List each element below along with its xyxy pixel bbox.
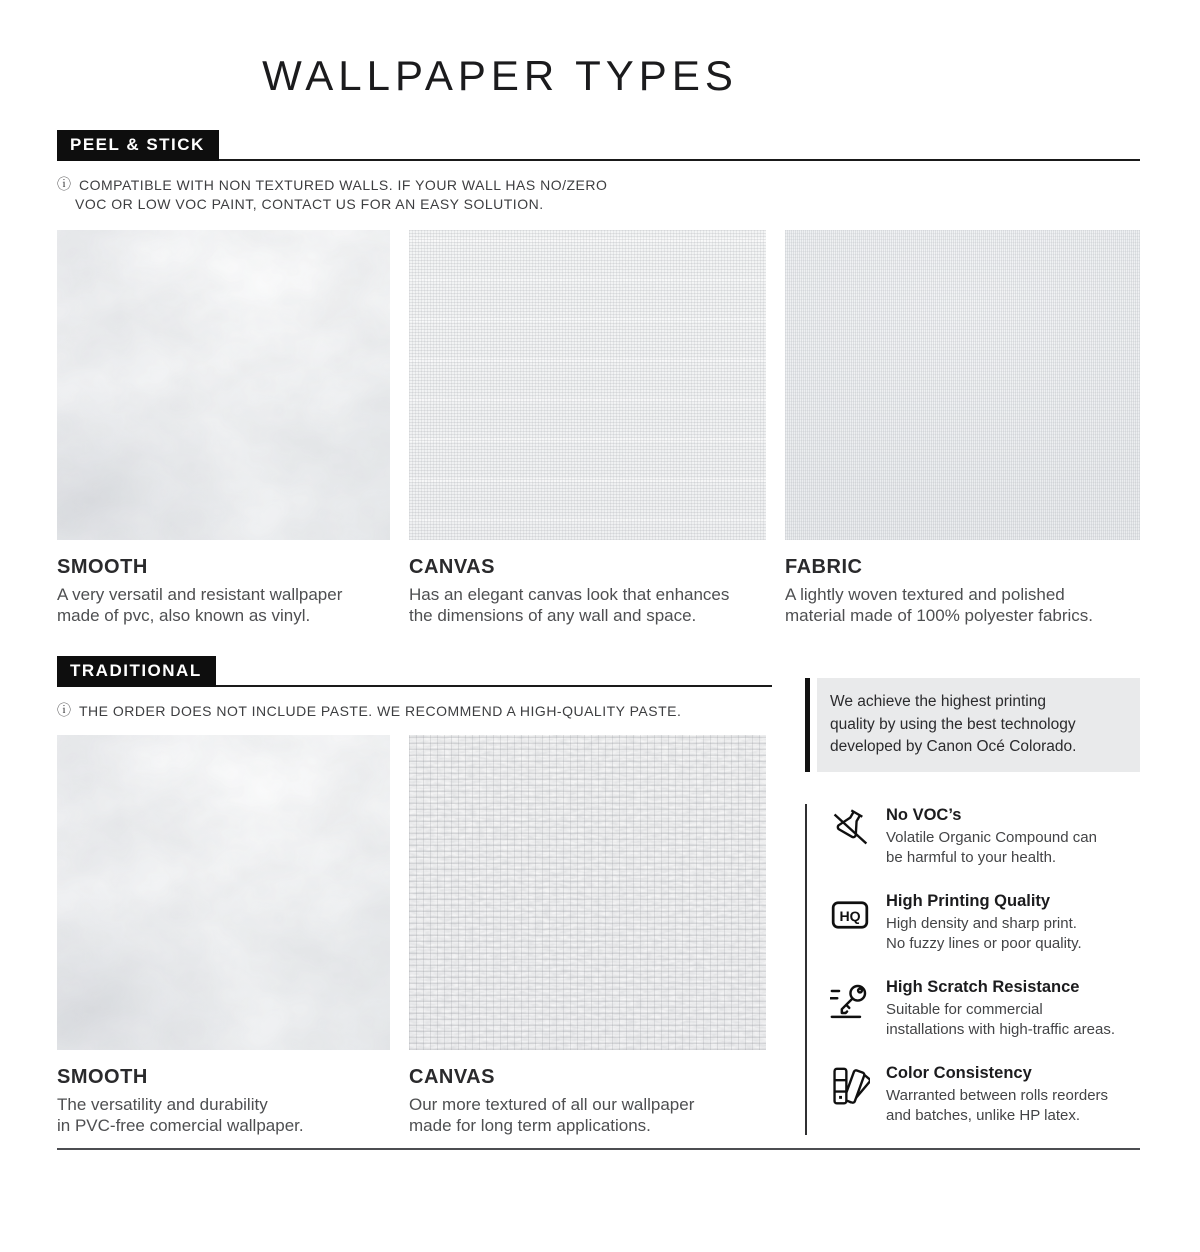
- texture-noise: [409, 230, 766, 540]
- description-line: A very versatil and resistant wallpaper: [57, 585, 343, 604]
- bottom-divider: [57, 1148, 1140, 1150]
- print-quality-panel: [805, 678, 1140, 1135]
- note-line: VOC OR LOW VOC PAINT, CONTACT US FOR AN EASY SOLUTION.: [75, 196, 544, 212]
- description-line: Volatile Organic Compound can: [886, 828, 1097, 846]
- traditional-note: [57, 702, 772, 721]
- wallpaper-types-page: [0, 52, 1200, 1252]
- traditional-label: TRADITIONAL: [57, 656, 216, 687]
- traditional-header: [57, 656, 772, 687]
- traditional-section: [57, 656, 1140, 1136]
- texture-noise: [57, 735, 390, 1050]
- caption-canvas: [409, 540, 766, 626]
- feature-title: High Printing Quality: [886, 891, 1051, 910]
- callout-line: quality by using the best technology: [830, 715, 1076, 733]
- color-consistency-icon: [830, 1065, 870, 1109]
- feature-title: No VOC’s: [886, 805, 962, 824]
- feature-list: [805, 804, 1140, 1135]
- description-line: made for long term applications.: [409, 1116, 651, 1135]
- feature-no-voc: [830, 806, 1140, 869]
- callout-line: We achieve the highest printing: [830, 693, 1046, 710]
- traditional-rule: [216, 685, 772, 687]
- texture-noise: [409, 735, 766, 1050]
- smooth-texture-sample: [57, 735, 390, 1050]
- description-line: the dimensions of any wall and space.: [409, 606, 697, 625]
- hq-icon: [830, 893, 870, 937]
- caption-fabric: [785, 540, 1140, 626]
- page-title: WALLPAPER TYPES: [262, 52, 738, 99]
- swatch-name: SMOOTH: [57, 556, 148, 578]
- feature-description: [886, 828, 1097, 869]
- peel-stick-rule: [219, 159, 1140, 161]
- swatch-name: FABRIC: [785, 556, 863, 578]
- feature-text: [886, 892, 1082, 955]
- caption-smooth: [57, 540, 390, 626]
- traditional-left-column: [57, 656, 772, 1136]
- description-line: Suitable for commercial: [886, 1000, 1043, 1018]
- swatch-description: [57, 584, 390, 626]
- swatch-description: [409, 584, 766, 626]
- fabric-texture-sample: [785, 230, 1140, 540]
- no-voc-icon: [830, 807, 870, 851]
- swatch-description: [57, 1094, 390, 1136]
- info-icon: ⓘ: [57, 703, 72, 719]
- feature-text: [886, 1064, 1108, 1127]
- description-line: Warranted between rolls reorders: [886, 1086, 1109, 1104]
- swatch-name: CANVAS: [409, 1066, 495, 1088]
- smooth-texture-sample: [57, 230, 390, 540]
- description-line: The versatility and durability: [57, 1095, 268, 1114]
- swatch-description: [785, 584, 1140, 626]
- feature-icon-wrap: [830, 978, 870, 1041]
- feature-icon-wrap: [830, 892, 870, 955]
- description-line: material made of 100% polyester fabrics.: [785, 606, 1094, 625]
- traditional-captions: [57, 1050, 772, 1136]
- feature-color-consistency: [830, 1064, 1140, 1127]
- caption-smooth: [57, 1050, 390, 1136]
- swatch-description: [409, 1094, 766, 1136]
- description-line: installations with high-traffic areas.: [886, 1021, 1115, 1038]
- description-line: in PVC-free comercial wallpaper.: [57, 1116, 304, 1135]
- info-icon: ⓘ: [57, 177, 72, 193]
- hq-icon-text: HQ: [839, 907, 861, 924]
- peel-stick-header: [57, 130, 1140, 161]
- accent-bar: [805, 678, 810, 772]
- description-line: High density and sharp print.: [886, 914, 1077, 932]
- feature-description: [886, 914, 1082, 955]
- canvas-texture-sample: [409, 735, 766, 1050]
- description-line: No fuzzy lines or poor quality.: [886, 935, 1082, 952]
- peel-stick-swatch-row: [57, 230, 1140, 540]
- scratch-resistance-icon: [830, 979, 870, 1023]
- quality-callout: [805, 678, 1140, 772]
- feature-description: [886, 1000, 1115, 1041]
- peel-stick-note: [57, 176, 1140, 214]
- feature-high-printing-quality: [830, 892, 1140, 955]
- feature-text: [886, 978, 1115, 1041]
- texture-noise: [785, 230, 1140, 540]
- peel-stick-label: PEEL & STICK: [57, 130, 219, 161]
- note-line: COMPATIBLE WITH NON TEXTURED WALLS. IF YOUR WALL HAS NO/ZERO: [79, 177, 608, 193]
- caption-canvas: [409, 1050, 766, 1136]
- description-line: A lightly woven textured and polished: [785, 585, 1065, 604]
- feature-text: [886, 806, 1097, 869]
- callout-line: developed by Canon Océ Colorado.: [830, 738, 1077, 755]
- description-line: be harmful to your health.: [886, 849, 1057, 866]
- description-line: Has an elegant canvas look that enhances: [409, 585, 730, 604]
- note-line: THE ORDER DOES NOT INCLUDE PASTE. WE RECOMMEND A HIGH-QUALITY PASTE.: [79, 703, 682, 719]
- description-line: and batches, unlike HP latex.: [886, 1107, 1081, 1124]
- canvas-texture-sample: [409, 230, 766, 540]
- traditional-swatch-row: [57, 735, 772, 1050]
- feature-scratch-resistance: [830, 978, 1140, 1041]
- description-line: made of pvc, also known as vinyl.: [57, 606, 311, 625]
- swatch-name: CANVAS: [409, 556, 495, 578]
- feature-icon-wrap: [830, 806, 870, 869]
- description-line: Our more textured of all our wallpaper: [409, 1095, 695, 1114]
- quality-callout-text: [817, 678, 1140, 772]
- feature-title: High Scratch Resistance: [886, 977, 1080, 996]
- texture-noise: [57, 230, 390, 540]
- feature-icon-wrap: [830, 1064, 870, 1127]
- peel-stick-captions: [57, 540, 1140, 626]
- feature-description: [886, 1086, 1108, 1127]
- feature-title: Color Consistency: [886, 1063, 1032, 1082]
- swatch-name: SMOOTH: [57, 1066, 148, 1088]
